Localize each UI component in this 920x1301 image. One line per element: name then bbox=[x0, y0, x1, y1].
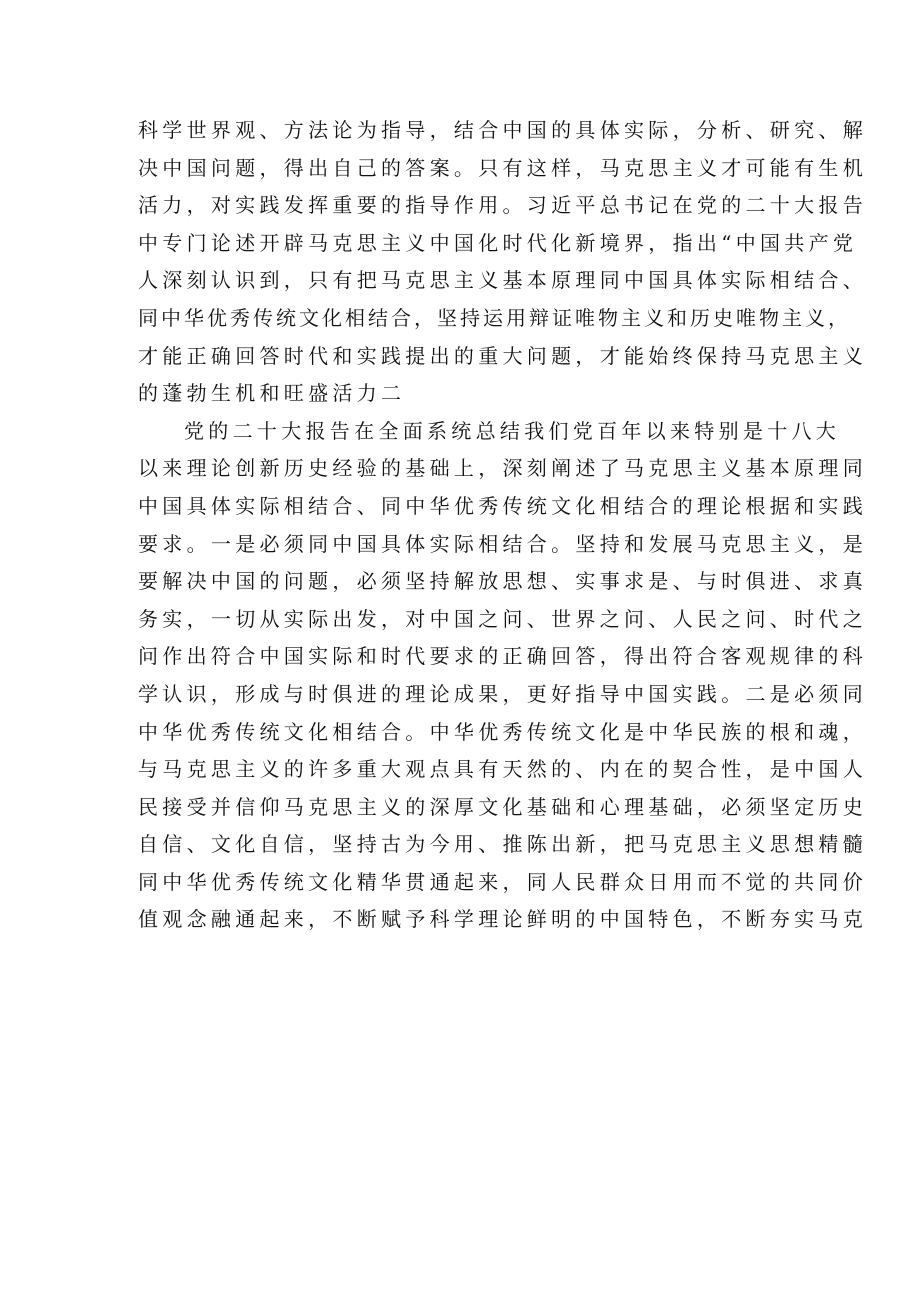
text-line: 民接受并信仰马克思主义的深厚文化基础和心理基础，必须坚定历史 bbox=[138, 794, 867, 819]
text-line: 中专门论述开辟马克思主义中国化时代化新境界，指出“中国共产党 bbox=[138, 230, 858, 255]
text-line: 要求。一是必须同中国具体实际相结合。坚持和发展马克思主义，是 bbox=[138, 531, 867, 556]
text-line: 活力，对实践发挥重要的指导作用。习近平总书记在党的二十大报告 bbox=[138, 193, 867, 218]
text-line: 以来理论创新历史经验的基础上，深刻阐述了马克思主义基本原理同 bbox=[138, 456, 867, 481]
document-body bbox=[138, 112, 867, 939]
paragraph-first-line: 党的二十大报告在全面系统总结我们党百年以来特别是十八大 bbox=[184, 418, 841, 443]
text-line: 中国具体实际相结合、同中华优秀传统文化相结合的理论根据和实践 bbox=[138, 493, 867, 518]
text-line: 与马克思主义的许多重大观点具有天然的、内在的契合性，是中国人 bbox=[138, 757, 867, 782]
text-line: 才能正确回答时代和实践提出的重大问题，才能始终保持马克思主义 bbox=[138, 343, 867, 368]
text-line: 决中国问题，得出自己的答案。只有这样，马克思主义才可能有生机 bbox=[138, 155, 867, 180]
text-line: 同中华优秀传统文化相结合，坚持运用辩证唯物主义和历史唯物主义， bbox=[138, 305, 851, 330]
text-line: 务实，一切从实际出发，对中国之问、世界之问、人民之问、时代之 bbox=[138, 606, 867, 631]
text-line: 学认识，形成与时俱进的理论成果，更好指导中国实践。二是必须同 bbox=[138, 681, 867, 706]
text-line: 要解决中国的问题，必须坚持解放思想、实事求是、与时俱进、求真 bbox=[138, 569, 867, 594]
text-line: 的蓬勃生机和旺盛活力二 bbox=[138, 381, 406, 406]
text-line: 同中华优秀传统文化精华贯通起来，同人民群众日用而不觉的共同价 bbox=[138, 869, 867, 894]
text-line: 中华优秀传统文化相结合。中华优秀传统文化是中华民族的根和魂， bbox=[138, 719, 867, 744]
text-line: 科学世界观、方法论为指导，结合中国的具体实际，分析、研究、解 bbox=[138, 118, 867, 142]
text-line: 自信、文化自信，坚持古为今用、推陈出新，把马克思主义思想精髓 bbox=[138, 832, 867, 857]
text-line: 值观念融通起来，不断赋予科学理论鲜明的中国特色，不断夯实马克 bbox=[138, 907, 867, 932]
text-line: 问作出符合中国实际和时代要求的正确回答，得出符合客观规律的科 bbox=[138, 644, 867, 669]
text-line: 人深刻认识到，只有把马克思主义基本原理同中国具体实际相结合、 bbox=[138, 268, 867, 293]
